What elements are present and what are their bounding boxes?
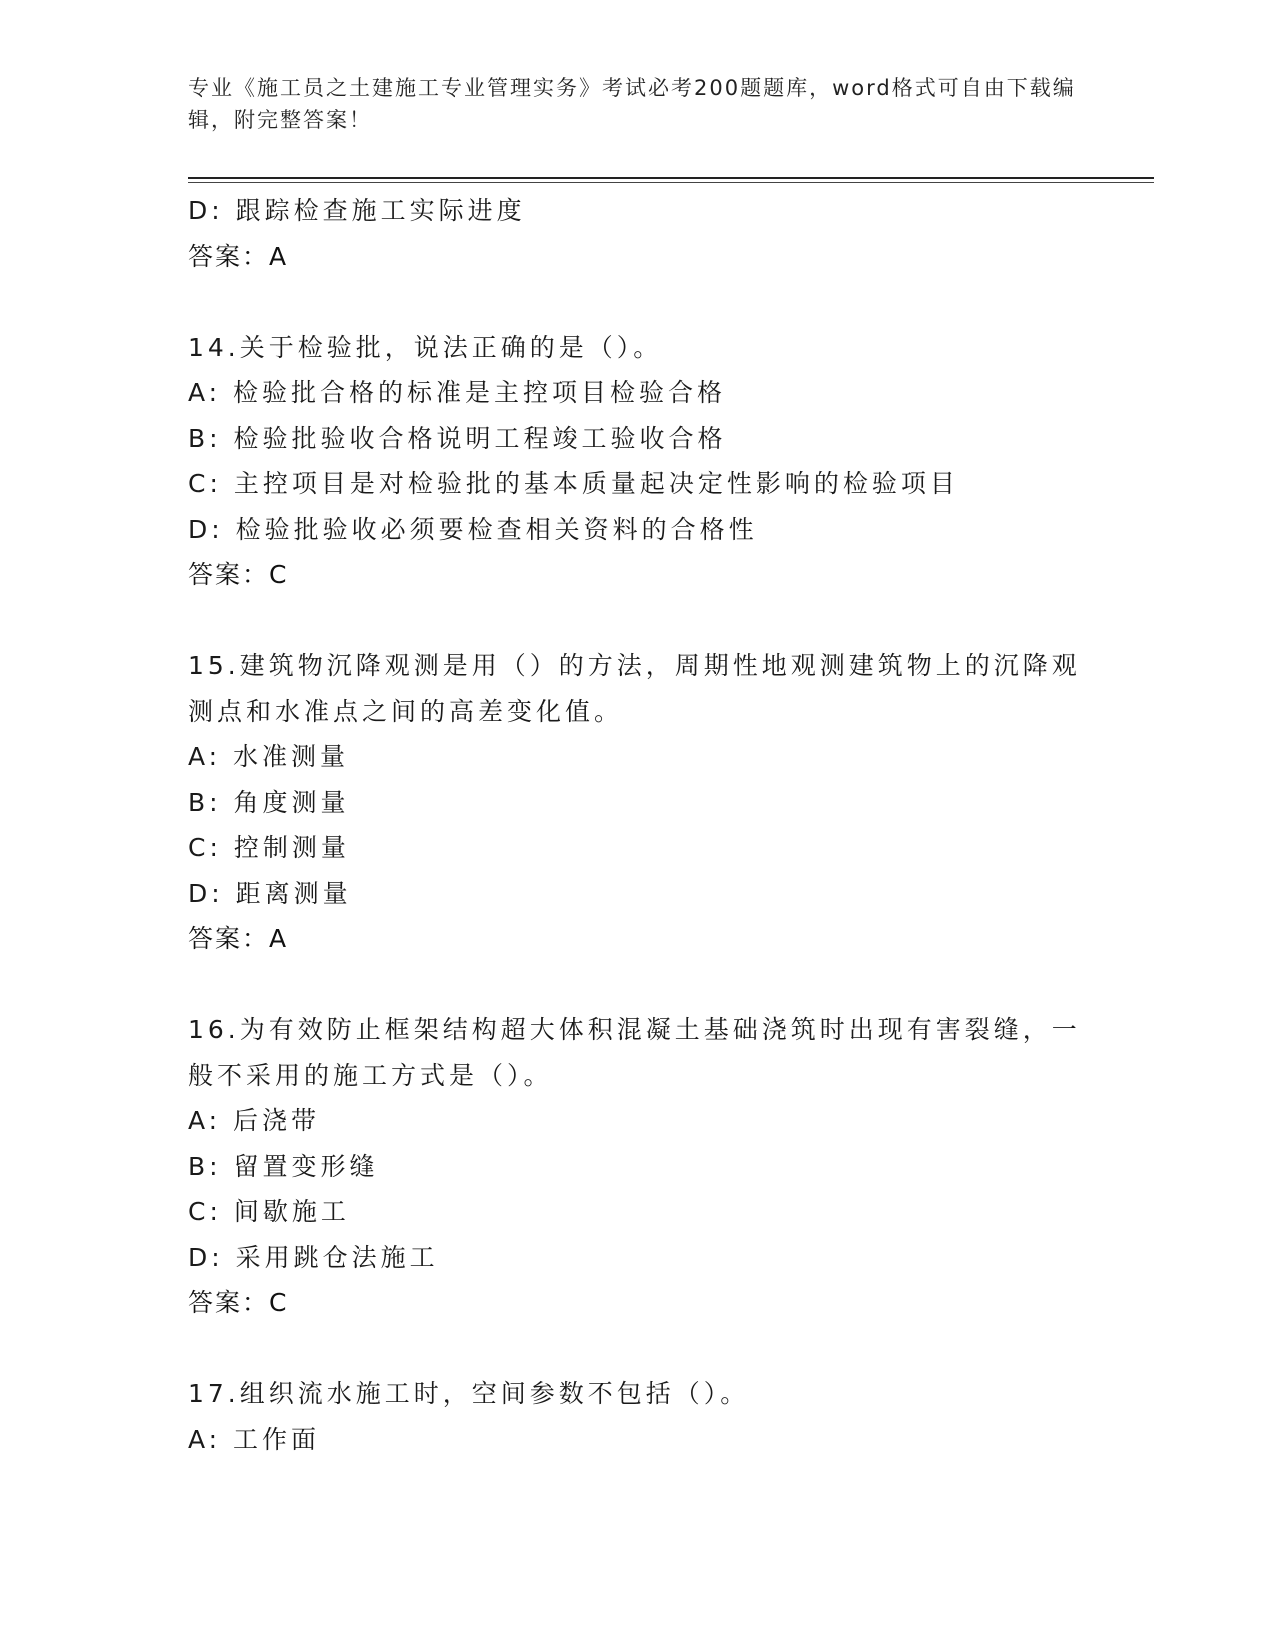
option-b: B: 检验批验收合格说明工程竣工验收合格: [188, 423, 727, 453]
option-d: D: 检验批验收必须要检查相关资料的合格性: [188, 514, 758, 544]
option-b: B: 角度测量: [188, 787, 350, 817]
answer: 答案：A: [188, 241, 289, 271]
option-a: A: 工作面: [188, 1424, 321, 1454]
question-16: [188, 1007, 1088, 1326]
spacer: [188, 598, 1088, 644]
option-c: C: 间歇施工: [188, 1197, 350, 1226]
question-stem-line-1: 15.建筑物沉降观测是用（）的方法，周期性地观测建筑物上的沉降观: [188, 651, 1081, 680]
question-stem-line-1: 16.为有效防止框架结构超大体积混凝土基础浇筑时出现有害裂缝，一: [188, 1015, 1081, 1044]
option-a: A: 水准测量: [188, 742, 350, 771]
header-divider-thin: [188, 182, 1154, 183]
question-stem: 17.组织流水施工时，空间参数不包括（）。: [188, 1379, 750, 1408]
document-header: 专业《施工员之土建施工专业管理实务》考试必考200题题库，word格式可自由下载编辑，附完整答案！: [188, 76, 1076, 132]
question-15: [188, 643, 1088, 962]
option-b: B: 留置变形缝: [188, 1151, 379, 1181]
answer: 答案：C: [188, 560, 289, 589]
option-d: D: 距离测量: [188, 878, 352, 908]
spacer: [188, 279, 1088, 325]
question-list: [188, 188, 1088, 1462]
spacer: [188, 962, 1088, 1008]
option-a: A: 后浇带: [188, 1106, 321, 1135]
question-stem: 14.关于检验批，说法正确的是（）。: [188, 332, 663, 362]
question-stem-line-2: 般不采用的施工方式是（）。: [188, 1060, 553, 1090]
option-c: C: 主控项目是对检验批的基本质量起决定性影响的检验项目: [188, 469, 959, 498]
option-d: D: 跟踪检查施工实际进度: [188, 196, 526, 225]
option-a: A: 检验批合格的标准是主控项目检验合格: [188, 378, 727, 407]
question-14: [188, 325, 1088, 598]
header-divider-thick: [188, 177, 1154, 179]
question-17: [188, 1371, 1088, 1462]
answer: 答案：A: [188, 924, 289, 953]
option-d: D: 采用跳仓法施工: [188, 1242, 439, 1272]
question-stem-line-2: 测点和水准点之间的高差变化值。: [188, 696, 624, 726]
answer: 答案：C: [188, 1288, 289, 1317]
option-c: C: 控制测量: [188, 833, 350, 862]
spacer: [188, 1326, 1088, 1372]
question-13-tail: [188, 188, 1088, 279]
